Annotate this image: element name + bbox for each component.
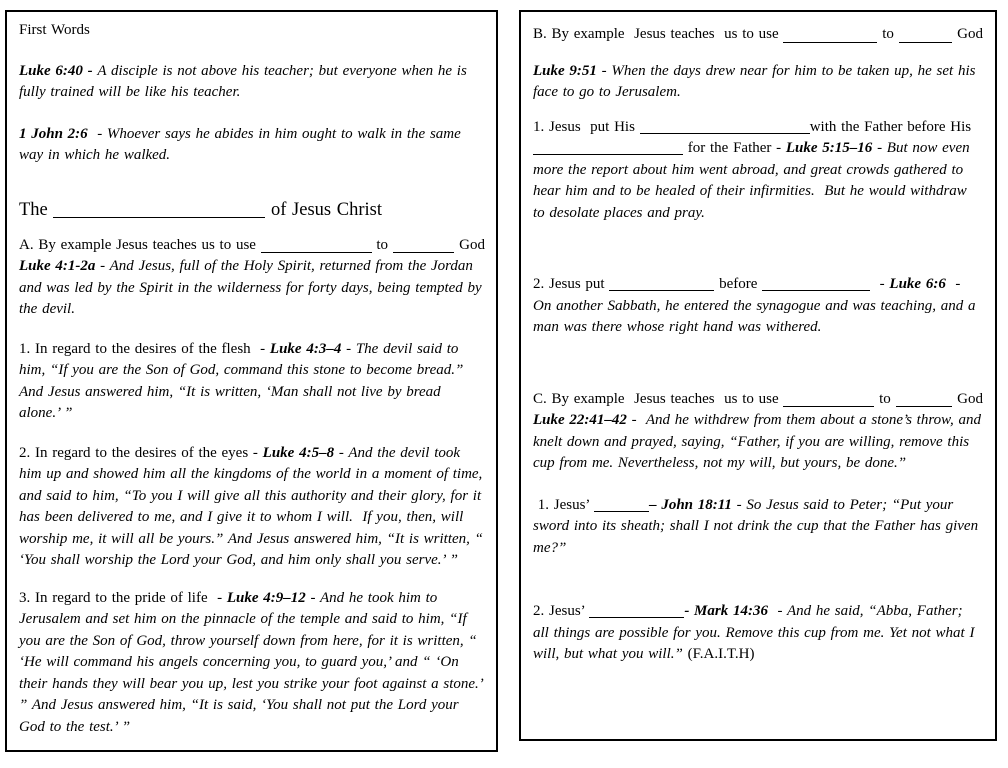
section-a-heading (19, 235, 485, 257)
point-c1-jesus-blank-text: 1. Jesus’ (533, 496, 595, 513)
section-c-heading (533, 389, 983, 411)
point-3-pride-of-life-text: - And he took him to Jerusalem and set him on the pinnacle of the temple and said to him, “If you are the Son of God, throw yourself down from here, for it is written, “ ‘He will command his angels concerning you, to guard you,’ and “ ‘On their hands they will bear you up, lest you strike your foot against a stone.’ ” And Jesus answered him, “It is said, ‘You shall not put the Lord your God to the test.’ ” (19, 589, 487, 735)
verse-luke-22-41-42 (533, 410, 986, 475)
verse-luke-9-51-text: Luke 9:51 (533, 62, 597, 79)
section-b-heading-text: God (952, 26, 983, 42)
fill-in-blank-line (896, 406, 953, 407)
point-b2-before-text: before (714, 276, 763, 292)
verse-1-john-2-6 (19, 124, 485, 167)
point-1-desires-of-flesh (19, 339, 485, 425)
point-b1-time-with-father-text: 1. Jesus put His (533, 118, 640, 135)
point-1-desires-of-flesh-text: 1. In regard to the desires of the flesh - (19, 340, 270, 357)
point-3-pride-of-life (19, 588, 485, 739)
fill-in-blank-line (261, 252, 372, 253)
point-b2-before-text: - On another Sabbath, he entered the synagogue and was teaching, and a man was there whose right hand was withered. (533, 276, 981, 335)
fill-in-blank-line (783, 406, 874, 407)
section-a-heading-text: God (454, 236, 485, 253)
point-b1-time-with-father-text: - But now even more the report about him went abroad, and great crowds gathered to hear him and to be healed of their infirmities. But he would withdraw to desolate places and pray. (533, 140, 975, 221)
section-c-heading-text: to (874, 390, 896, 407)
section-b-heading (533, 24, 983, 46)
point-2-desires-of-eyes (19, 443, 488, 572)
title-line-text: The (19, 199, 54, 220)
title-line-text: of Jesus Christ (265, 199, 382, 220)
point-c1-jesus-blank (533, 495, 983, 560)
point-b2-before-text: - (870, 276, 890, 292)
point-b2-before (533, 274, 983, 339)
point-2-desires-of-eyes-text: Luke 4:5–8 (262, 444, 335, 461)
point-b2-before-text: Luke 6:6 (889, 276, 946, 292)
fill-in-blank-line (594, 508, 649, 512)
verse-luke-6-40 (19, 61, 485, 104)
fill-in-blank-line (589, 614, 684, 618)
point-3-pride-of-life-text: Luke 4:9–12 (226, 589, 306, 606)
title-line (19, 197, 485, 223)
section-a-heading-text: A. By example Jesus teaches us to use (19, 236, 261, 253)
fill-in-blank-line (640, 130, 810, 134)
fill-in-blank-line (762, 287, 870, 291)
fill-in-blank-line (783, 42, 877, 43)
point-b1-time-with-father-text: Luke 5:15–16 (785, 140, 873, 156)
point-c1-jesus-blank-text: - So Jesus said to Peter; “Put your sword into its sheath; shall I not drink the cup that the Father has given me?” (533, 496, 983, 556)
section-c-heading-text: C. By example Jesus teaches us to use (533, 390, 784, 407)
fill-in-blank-line (609, 287, 714, 291)
point-1-desires-of-flesh-text: Luke 4:3–4 (269, 340, 342, 357)
verse-luke-9-51 (533, 61, 983, 104)
point-c2-jesus-blank-text: 2. Jesus’ (533, 603, 590, 619)
verse-luke-6-40-text: Luke 6:40 - (19, 62, 98, 79)
right-page-panel (519, 10, 997, 741)
first-words-label-text: First Words (19, 22, 90, 38)
point-b1-time-with-father (533, 117, 983, 225)
verse-luke-22-41-42-text: - And he withdrew from them about a stone’s throw, and knelt down and prayed, saying, “Father, if you are willing, remove this cup from me. Nevertheless, not my will, but yours, be done.” (533, 412, 986, 471)
verse-luke-4-1-2a-text: - And Jesus, full of the Holy Spirit, returned from the Jordan and was led by the Spirit in the wilderness for forty days, being tempted by the devil. (19, 258, 487, 317)
point-c2-jesus-blank-text: - And he said, “Abba, Father; all things are possible for you. Remove this cup from me. Yet not what I will, but what you will.” (533, 603, 980, 662)
verse-luke-9-51-text: - When the days drew near for him to be taken up, he set his face to go to Jerusalem. (533, 62, 981, 100)
fill-in-blank-line (393, 252, 455, 253)
point-2-desires-of-eyes-text: - And the devil took him up and showed him all the kingdoms of the world in a moment of time, and said to him, “To you I will give all this authority and their glory, for it has been delivered to me, and I give it to whom I will. If you, then, will worship me, it will all be yours.” And Jesus answered him, “It is written, “ ‘You shall worship the Lord your God, and him only shall you serve.’ ” (19, 444, 488, 568)
fill-in-blank-line (899, 42, 953, 43)
point-c2-jesus-blank-text: - Mark 14:36 (684, 603, 768, 619)
fill-in-blank-line (533, 151, 683, 155)
verse-1-john-2-6-text: 1 John 2:6 (19, 125, 88, 142)
section-b-heading-text: to (877, 26, 899, 42)
section-b-heading-text: B. By example Jesus teaches us to use (533, 26, 784, 42)
left-page-panel (5, 10, 498, 752)
point-b1-time-with-father-text: for the Father - (683, 140, 786, 156)
verse-luke-4-1-2a-text: Luke 4:1-2a (19, 258, 96, 274)
point-c2-jesus-blank (533, 601, 983, 666)
point-b2-before-text: 2. Jesus put (533, 276, 610, 292)
point-b1-time-with-father-text: with the Father before His (809, 118, 972, 135)
verse-luke-6-40-text: A disciple is not above his teacher; but everyone when he is fully trained will be like his teacher. (19, 62, 472, 100)
point-c1-jesus-blank-text: – John 18:11 (649, 496, 732, 513)
fill-in-blank-line (53, 214, 265, 218)
point-3-pride-of-life-text: 3. In regard to the pride of life - (19, 589, 227, 606)
section-c-heading-text: God (952, 390, 983, 407)
point-c2-jesus-blank-text: (F.A.I.T.H) (682, 646, 755, 662)
point-1-desires-of-flesh-text: - The devil said to him, “If you are the Son of God, command this stone to become bread.” And Jesus answered him, “It is written, ‘Man shall not live by bread alone.’ ” (19, 340, 473, 421)
verse-1-john-2-6-text: - Whoever says he abides in him ought to walk in the same way in which he walked. (19, 125, 466, 163)
verse-luke-4-1-2a (19, 256, 485, 321)
point-2-desires-of-eyes-text: 2. In regard to the desires of the eyes - (19, 444, 263, 461)
section-a-heading-text: to (371, 236, 393, 253)
verse-luke-22-41-42-text: Luke 22:41–42 (533, 412, 627, 428)
first-words-label (19, 20, 485, 42)
